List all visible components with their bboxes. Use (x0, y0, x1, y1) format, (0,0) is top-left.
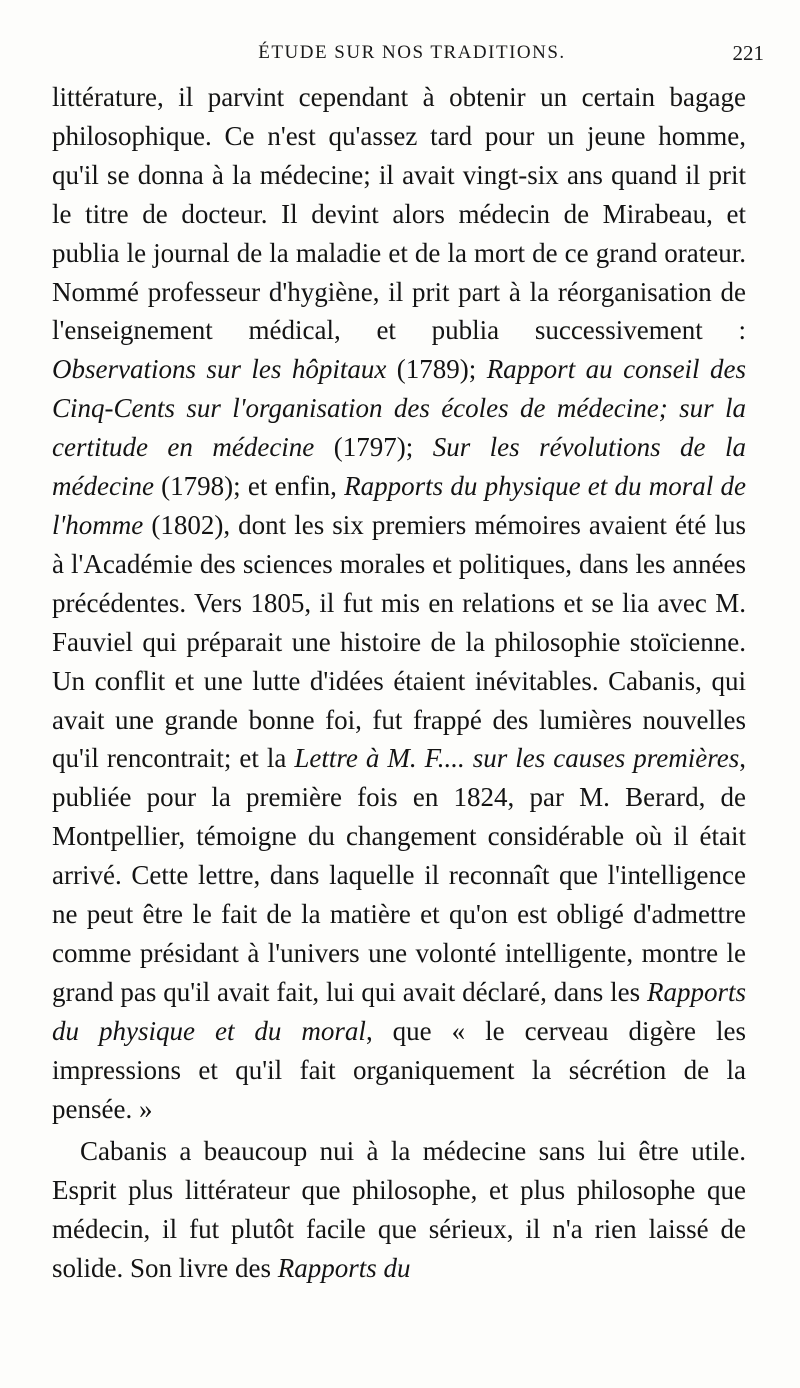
page-number: 221 (732, 41, 764, 65)
text-segment: Cabanis a beaucoup nui à la médecine sans lui être utile. Esprit plus littérateur que philosophe, et plus philosophe que médecin, il fut plutôt facile que sérieux, il n'a rien laissé de solide. Son livre des (52, 1136, 746, 1284)
italic-title: Observations sur les hôpitaux (52, 354, 387, 385)
text-segment: , que « le cerveau digère les impressions et qu'il fait organiquement la sécrétion de la pensée. » (52, 1015, 746, 1124)
italic-title: Rapports du (277, 1253, 411, 1284)
paragraph-1 (52, 78, 746, 1128)
italic-title: Rapports du physique et du moral de l'homme (52, 471, 746, 540)
text-segment: (1797); (314, 432, 433, 463)
text-segment: (1798); et enfin, (153, 471, 345, 502)
text-segment: (1789); (386, 354, 487, 385)
paragraph-2 (52, 1132, 746, 1288)
page-header (52, 36, 772, 70)
text-segment: , publiée pour la première fois en 1824, par M. Berard, de Montpellier, témoigne du changement considérable où il était arrivé. Cette lettre, dans laquelle il reconnaît que l'intelligence ne peut être le fait de la matière et qu'on est obligé d'admettre comme présidant à l'univers une volonté intelligente, montre le grand pas qu'il avait fait, lui qui avait déclaré, dans les (52, 743, 746, 1007)
text-segment: littérature, il parvint cependant à obtenir un certain bagage philosophique. Ce n'est qu'assez tard pour un jeune homme, qu'il se donna à la médecine; il avait vingt-six ans quand il prit le titre de docteur. Il devint alors médecin de Mirabeau, et publia le journal de la maladie et de la mort de ce grand orateur. Nommé professeur d'hygiène, il prit part à la réorganisation de l'enseignement médical, et publia successivement : (52, 82, 746, 346)
italic-title: Rapports du physique et du moral (52, 976, 746, 1046)
italic-title: Sur les révolutions de la médecine (52, 432, 746, 502)
italic-title: Rapport au conseil des Cinq-Cents sur l'organisation des écoles de médecine; sur la certitude en médecine (52, 354, 746, 463)
body-text (52, 78, 746, 1288)
text-segment: (1802), dont les six premiers mémoires avaient été lus à l'Académie des sciences morales et politiques, dans les années précédentes. Vers 1805, il fut mis en relations et se lia avec M. Fauviel qui préparait une histoire de la philosophie stoïcienne. Un conflit et une lutte d'idées étaient inévitables. Cabanis, qui avait une grande bonne foi, fut frappé des lumières nouvelles qu'il rencontrait; et la (52, 509, 746, 774)
italic-title: Lettre à M. F.... sur les causes premières (294, 743, 740, 774)
running-title: ÉTUDE SUR NOS TRADITIONS. (258, 42, 566, 63)
